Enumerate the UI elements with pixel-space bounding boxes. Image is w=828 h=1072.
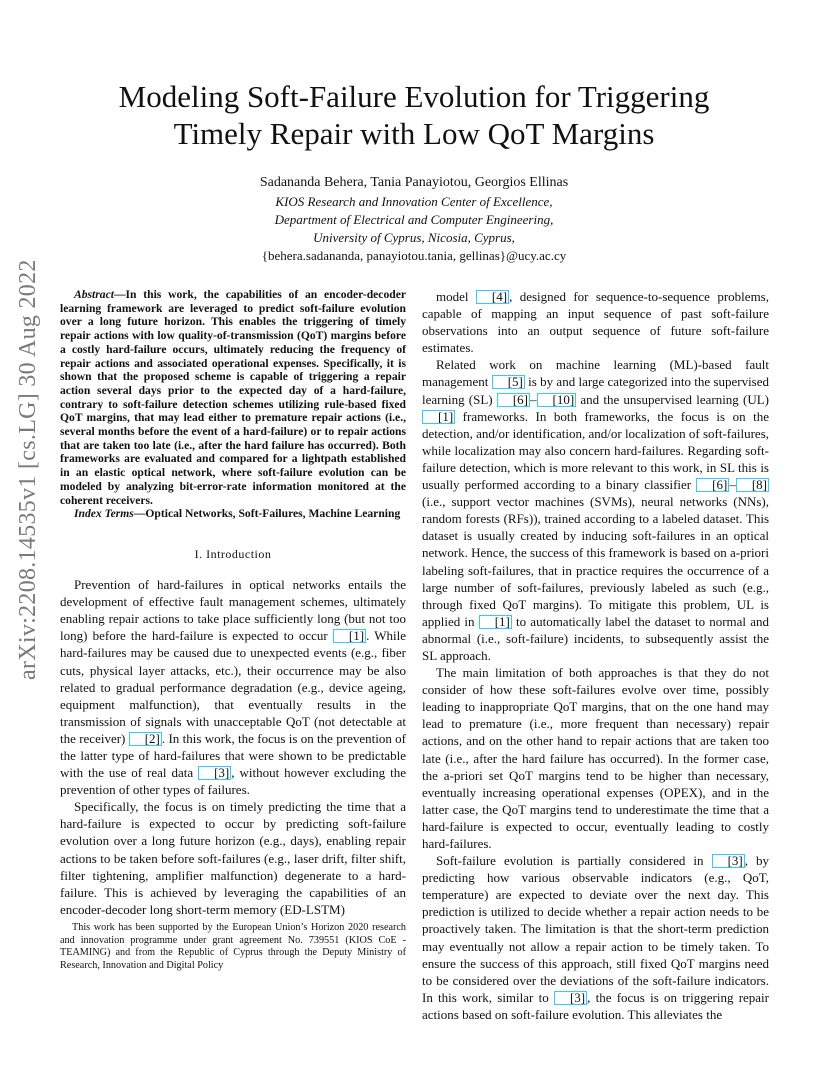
author-list: Sadananda Behera, Tania Panayiotou, Georgios Ellinas xyxy=(259,175,569,190)
paragraph-text: . In this work, the focus is on the prevention of the latter type of hard-failures that were shown to be predictable with the use of real data xyxy=(60,730,407,781)
paragraph-text: , designed for sequence-to-sequence problems, capable of mapping an input sequence of past soft-failure observations into an output sequence of future soft-failure estimates. xyxy=(422,289,769,356)
paragraph-text: and the unsupervised learning (UL) xyxy=(576,391,769,407)
title-line-2: Timely Repair with Low QoT Margins xyxy=(173,116,655,151)
paragraph xyxy=(422,664,769,852)
abstract xyxy=(60,288,406,521)
paragraph-text: Prevention of hard-failures in optical networks entails the development of effective fault management schemes, ultimately enabling repair actions to take place sufficiently long (but not too long) before the hard-failure is expected to occur xyxy=(60,577,406,644)
paragraph-text: (i.e., support vector machines (SVMs), neural networks (NNs), random forests (RFs)), trained according to a labeled dataset. This dataset is usually created by inducing soft-failures in an optical network. Hence, the success of this framework is based on a-priori labeling soft-failures, that in practice requires the occurrence of a large number of soft-failures, previously labeled as such (e.g., through fixed QoT margins). To mitigate this problem, UL is applied in xyxy=(422,494,769,629)
section-heading: I. Introduction xyxy=(194,546,272,561)
paragraph-text: to automatically label the dataset to normal and abnormal (i.e., soft-failure) incidents, to subsequently assist the SL approach. xyxy=(422,613,769,663)
left-body xyxy=(60,576,406,918)
citation-link[interactable]: [1] xyxy=(333,629,366,643)
abstract-label: Abstract xyxy=(74,288,114,301)
affiliation-line-3: University of Cyprus, Nicosia, Cyprus, xyxy=(313,230,515,245)
citation-link[interactable]: [3] xyxy=(554,991,587,1005)
affiliation-block xyxy=(0,193,828,265)
paragraph-text: , the focus is on triggering repair actions based on soft-failure evolution. This alleviates the xyxy=(422,989,769,1022)
paragraph xyxy=(422,288,769,356)
affiliation-line-1: KIOS Research and Innovation Center of Excellence, xyxy=(275,194,553,209)
citation-link[interactable]: [8] xyxy=(736,478,769,492)
paragraph-text: . While hard-failures may be caused due to unexpected events (e.g., fiber cuts, physical layer attacks, etc.), their occurrence may be also related to gradual performance degradation (e.g., device ageing, equipment malfunction), that eventually results in the transmission of signals with unacceptable QoT (not detectable at the receiver) xyxy=(60,628,407,746)
paragraph xyxy=(422,356,769,664)
paragraph-text: is by and large categorized into the supervised learning (SL) xyxy=(422,374,770,407)
affiliation-line-2: Department of Electrical and Computer Engineering, xyxy=(274,212,554,227)
citation-link[interactable]: [3] xyxy=(712,854,745,868)
paragraph-text: Related work on machine learning (ML)-based fault management xyxy=(422,357,769,390)
citation-link[interactable]: [2] xyxy=(129,732,162,746)
title-line-1: Modeling Soft-Failure Evolution for Triggering xyxy=(118,79,710,114)
index-terms-text: —Optical Networks, Soft-Failures, Machine Learning xyxy=(133,507,401,521)
footnote xyxy=(60,922,406,972)
citation-link[interactable]: [1] xyxy=(479,615,512,629)
paragraph xyxy=(422,852,769,1023)
citation-link[interactable]: [6] xyxy=(696,478,729,492)
paragraph-text: The main limitation of both approaches is that they do not consider of how these soft-failures evolve over time, possibly leading to inappropriate QoT margins, that on the one hand may lead to premature (i.e., more frequent than necessary) repair actions, and on the other hand to repair actions that are taken too late (i.e., after the hard failure has occurred). In the former case, the a-priori set QoT margins tend to be higher than necessary, eventually increasing operational expenses (OPEX), and in the latter case, the QoT margins tend to underestimate the time that a hard-failure is expected to occur, eventually leading to costly hard-failures. xyxy=(422,665,769,851)
citation-link[interactable]: [4] xyxy=(476,290,509,304)
index-terms-label: Index Terms xyxy=(74,507,134,521)
paragraph-text: model xyxy=(436,289,476,304)
paragraph-text: Specifically, the focus is on timely predicting the time that a hard-failure is expected to occur by predicting soft-failure evolution over a long future horizon (e.g., days), enabling repair actions to be taken before soft-failures (e.g., laser drift, filter shift, filter tightening, amplifier malfunction) degenerate to a hard-failure. This is achieved by leveraging the capabilities of an encoder-decoder long short-term memory (ED-LSTM) xyxy=(60,799,406,917)
paragraph-text: Soft-failure evolution is partially considered in xyxy=(436,853,712,869)
citation-link[interactable]: [3] xyxy=(198,766,231,780)
paragraph-text: – xyxy=(729,477,736,493)
right-column xyxy=(422,288,769,1023)
citation-link[interactable]: [6] xyxy=(497,393,530,407)
arxiv-stamp: arXiv:2208.14535v1 [cs.LG] 30 Aug 2022 xyxy=(15,259,41,680)
right-body xyxy=(422,288,769,1023)
paragraph xyxy=(60,576,406,798)
citation-link[interactable]: [10] xyxy=(537,393,577,407)
paragraph-text: frameworks. In both frameworks, the focus is on the detection, and/or identification, and/or localization of soft-failures, while localization may also concern hard-failures. Regarding soft-failure detection, which is more relevant to this work, in SL this is usually performed according to a binary classifier xyxy=(422,408,769,493)
paragraph xyxy=(60,798,406,918)
citation-link[interactable]: [5] xyxy=(492,375,525,389)
author-emails: {behera.sadananda, panayiotou.tania, gellinas}@ucy.ac.cy xyxy=(261,248,567,263)
paper-title xyxy=(0,78,828,152)
left-column xyxy=(60,288,406,918)
paragraph-text: , by predicting how various observable indicators (e.g., QoT, temperature) are expected to deviate over the next day. This prediction is utilized to decide whether a repair action needs to be proactively taken. The limitation is that the short-term prediction may eventually not allow a repair action to be timely taken. To ensure the success of this approach, still fixed QoT margins need to be considered over the deviations of the soft-failure indicators. In this work, similar to xyxy=(422,853,770,1005)
citation-link[interactable]: [1] xyxy=(422,410,455,424)
abstract-text: —In this work, the capabilities of an encoder-decoder learning framework are leveraged to predict soft-failure evolution over a long future horizon. This enables the triggering of timely repair actions with low quality-of-transmission (QoT) margins before a costly hard-failure occurs, ultimately reducing the frequency of repair actions and associated operational expenses. Specifically, it is shown that the proposed scheme is capable of triggering a repair action several days prior to the expected day of a hard-failure, contrary to soft-failure detection schemes utilizing rule-based fixed QoT margins, that may lead either to premature repair actions (i.e., several months before the event of a hard-failure) or to repair actions that are taken too late (i.e., after the hard failure has occurred). Both frameworks are evaluated and compared for a lightpath established in an elastic optical network, where soft-failure evolution can be modeled by analyzing bit-error-rate information monitored at the coherent receivers. xyxy=(60,288,406,507)
paragraph-text: – xyxy=(530,391,537,407)
paragraph-text: , without however excluding the prevention of other types of failures. xyxy=(60,765,406,798)
footnote-text: This work has been supported by the European Union’s Horizon 2020 research and innovation programme under grant agreement No. 739551 (KIOS CoE - TEAMING) and from the Republic of Cyprus through the Deputy Ministry of Research, Innovation and Digital Policy xyxy=(60,922,406,971)
